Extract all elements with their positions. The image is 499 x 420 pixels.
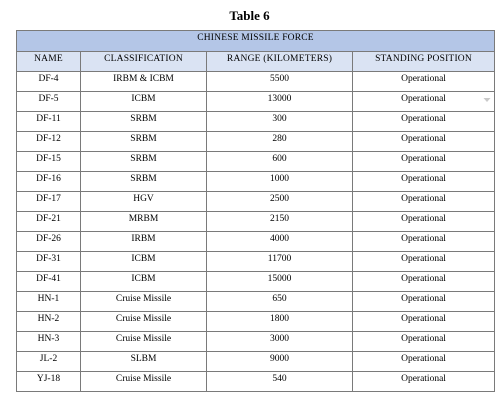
- missile-force-table: [16, 30, 495, 392]
- column-header-name: NAME: [17, 52, 81, 72]
- range-cell: 1800: [207, 312, 353, 332]
- classification-cell: IRBM: [81, 232, 207, 252]
- classification-cell: Cruise Missile: [81, 332, 207, 352]
- range-cell: 2150: [207, 212, 353, 232]
- status-cell: Operational: [353, 192, 495, 212]
- name-cell: DF-12: [17, 132, 81, 152]
- classification-cell: MRBM: [81, 212, 207, 232]
- name-cell: DF-41: [17, 272, 81, 292]
- status-cell: Operational: [353, 292, 495, 312]
- name-cell: HN-2: [17, 312, 81, 332]
- column-header-standing-position: STANDING POSITION: [353, 52, 495, 72]
- status-cell: Operational: [353, 372, 495, 392]
- table-row: [17, 132, 495, 152]
- classification-cell: Cruise Missile: [81, 372, 207, 392]
- chevron-down-icon[interactable]: [482, 95, 492, 105]
- status-cell: Operational: [353, 172, 495, 192]
- range-cell: 5500: [207, 72, 353, 92]
- range-cell: 650: [207, 292, 353, 312]
- name-cell: DF-4: [17, 72, 81, 92]
- status-cell: Operational: [353, 272, 495, 292]
- status-cell: Operational: [353, 252, 495, 272]
- table-row: [17, 312, 495, 332]
- status-cell: Operational: [353, 112, 495, 132]
- status-cell: Operational: [353, 332, 495, 352]
- status-cell: Operational: [353, 72, 495, 92]
- name-cell: DF-21: [17, 212, 81, 232]
- table-row: [17, 332, 495, 352]
- table-row: [17, 212, 495, 232]
- range-cell: 9000: [207, 352, 353, 372]
- table-row: [17, 372, 495, 392]
- range-cell: 2500: [207, 192, 353, 212]
- classification-cell: Cruise Missile: [81, 292, 207, 312]
- status-cell: Operational: [353, 352, 495, 372]
- status-cell: Operational: [353, 212, 495, 232]
- name-cell: DF-15: [17, 152, 81, 172]
- table-row: [17, 292, 495, 312]
- table-row: [17, 232, 495, 252]
- table-row: [17, 172, 495, 192]
- table-row: [17, 272, 495, 292]
- table-row: [17, 352, 495, 372]
- range-cell: 4000: [207, 232, 353, 252]
- classification-cell: Cruise Missile: [81, 312, 207, 332]
- table-title: Table 6: [229, 8, 270, 23]
- table-row: [17, 72, 495, 92]
- range-cell: 280: [207, 132, 353, 152]
- name-cell: DF-31: [17, 252, 81, 272]
- name-cell: DF-17: [17, 192, 81, 212]
- range-cell: 300: [207, 112, 353, 132]
- classification-cell: ICBM: [81, 92, 207, 112]
- table-caption: CHINESE MISSILE FORCE: [17, 31, 495, 52]
- status-cell[interactable]: [353, 92, 495, 112]
- classification-cell: SRBM: [81, 172, 207, 192]
- name-cell: DF-16: [17, 172, 81, 192]
- name-cell: HN-1: [17, 292, 81, 312]
- name-cell: JL-2: [17, 352, 81, 372]
- name-cell: DF-11: [17, 112, 81, 132]
- range-cell: 15000: [207, 272, 353, 292]
- classification-cell: SRBM: [81, 132, 207, 152]
- status-value: Operational: [401, 94, 446, 104]
- classification-cell: SLBM: [81, 352, 207, 372]
- classification-cell: IRBM & ICBM: [81, 72, 207, 92]
- range-cell: 1000: [207, 172, 353, 192]
- table-row: [17, 192, 495, 212]
- classification-cell: SRBM: [81, 112, 207, 132]
- table-header-row: [17, 52, 495, 72]
- name-cell: HN-3: [17, 332, 81, 352]
- table-row: [17, 112, 495, 132]
- classification-cell: SRBM: [81, 152, 207, 172]
- range-cell: 11700: [207, 252, 353, 272]
- table-caption-row: [17, 31, 495, 52]
- classification-cell: ICBM: [81, 252, 207, 272]
- range-cell: 600: [207, 152, 353, 172]
- range-cell: 13000: [207, 92, 353, 112]
- column-header-range: RANGE (KILOMETERS): [207, 52, 353, 72]
- classification-cell: ICBM: [81, 272, 207, 292]
- range-cell: 3000: [207, 332, 353, 352]
- name-cell: DF-26: [17, 232, 81, 252]
- name-cell: DF-5: [17, 92, 81, 112]
- status-cell: Operational: [353, 132, 495, 152]
- status-cell: Operational: [353, 232, 495, 252]
- status-cell: Operational: [353, 152, 495, 172]
- table-row: [17, 152, 495, 172]
- range-cell: 540: [207, 372, 353, 392]
- name-cell: YJ-18: [17, 372, 81, 392]
- column-header-classification: CLASSIFICATION: [81, 52, 207, 72]
- status-cell: Operational: [353, 312, 495, 332]
- table-row: [17, 252, 495, 272]
- table-row: [17, 92, 495, 112]
- classification-cell: HGV: [81, 192, 207, 212]
